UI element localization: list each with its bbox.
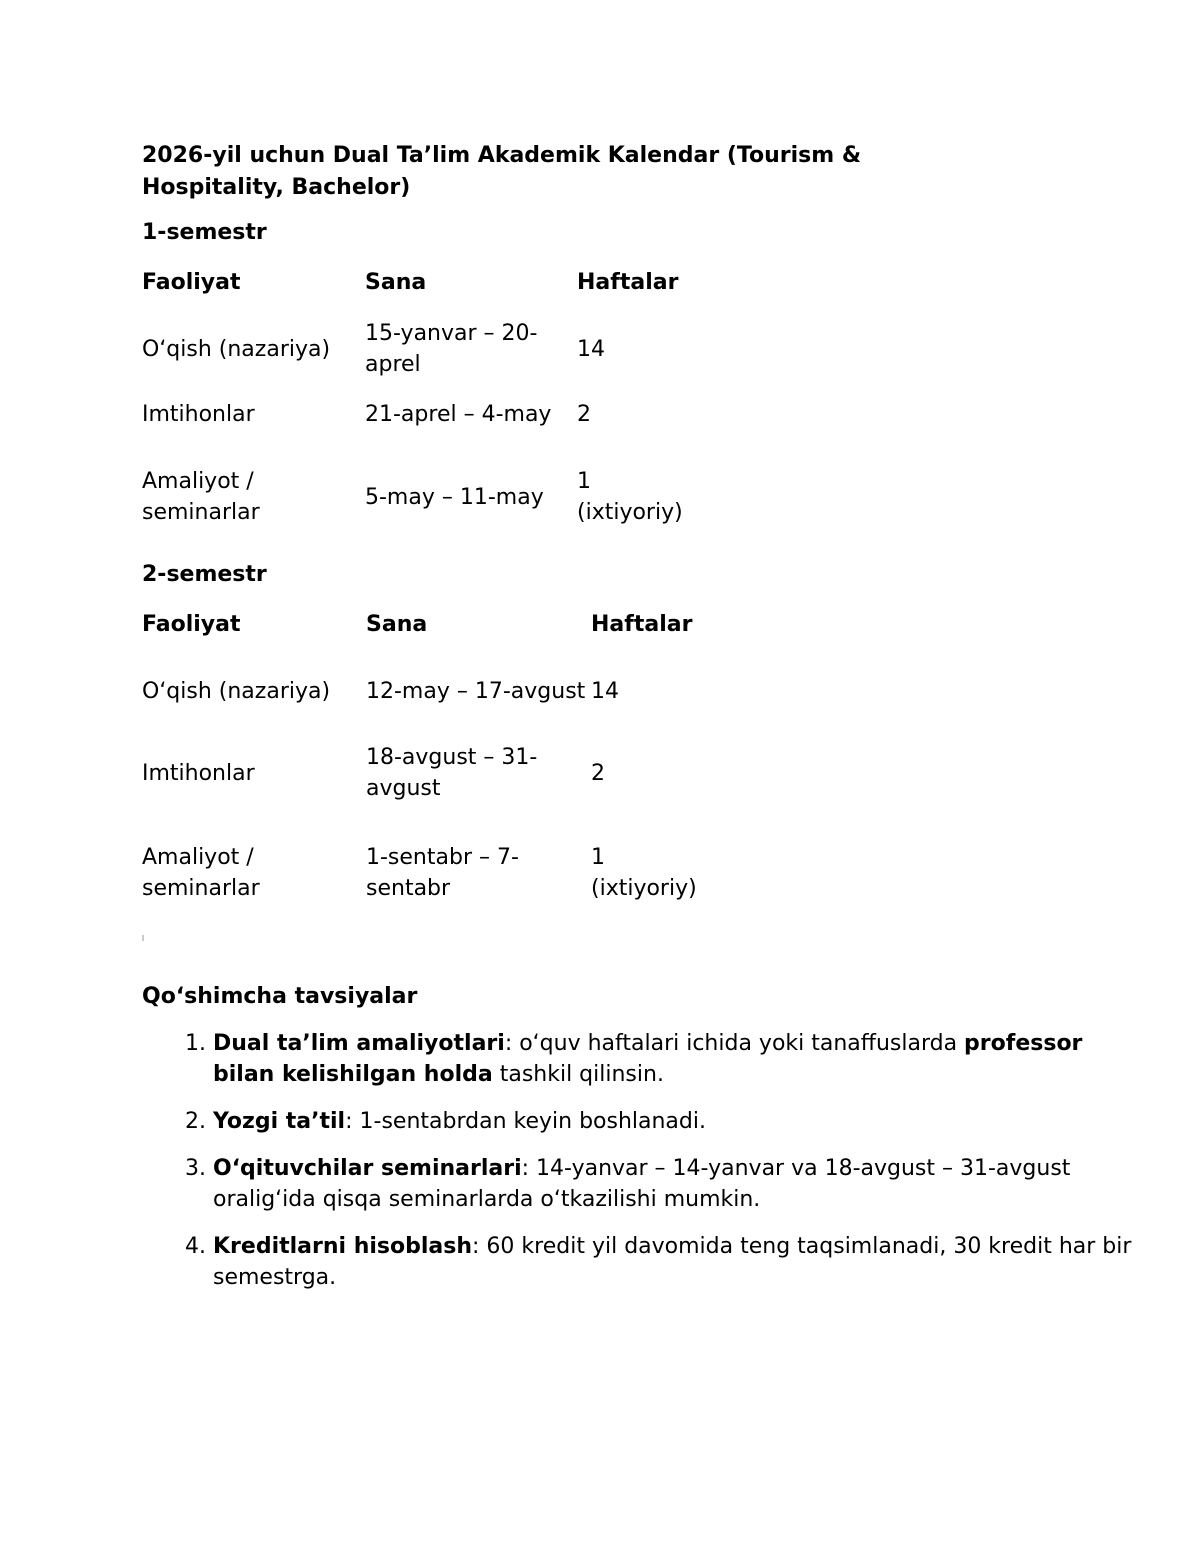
weeks-cell: 1 (ixtiyoriy)	[591, 845, 697, 901]
item-emphasis: professor bilan kelishilgan holda	[213, 1031, 1083, 1087]
column-header: Haftalar	[591, 611, 693, 637]
item-text: : 14-yanvar – 14-yanvar va 18-avgust – 31-avgust oralig‘ida qisqa seminarlarda o‘tkazilishi mumkin.	[213, 1156, 1071, 1212]
date-cell: 18-avgust – 31-avgust	[366, 745, 538, 801]
table-row	[140, 655, 699, 727]
table-row	[140, 443, 685, 551]
date-cell: 5-may – 11-may	[365, 484, 544, 510]
activity-cell: Amaliyot / seminarlar	[142, 845, 260, 901]
activity-cell: Imtihonlar	[142, 401, 255, 427]
item-term: Yozgi ta’til	[213, 1109, 346, 1134]
activity-cell: Imtihonlar	[142, 760, 255, 786]
item-term: Kreditlarni hisoblash	[213, 1234, 473, 1259]
item-term: Dual ta’lim amaliyotlari	[213, 1031, 505, 1056]
paragraph-mark	[142, 935, 144, 941]
semester-1-heading: 1-semestr	[142, 220, 267, 245]
list-item	[213, 1231, 1133, 1293]
item-term: O‘qituvchilar seminarlari	[213, 1156, 522, 1181]
table-row	[140, 727, 699, 819]
item-text: : 60 kredit yil davomida teng taqsimlanadi, 30 kredit har bir semestrga.	[213, 1234, 1132, 1290]
activity-cell: Amaliyot / seminarlar	[142, 469, 260, 525]
date-cell: 15-yanvar – 20-aprel	[365, 321, 538, 377]
table-row	[140, 313, 685, 385]
table-header-row	[140, 251, 685, 313]
activity-cell: O‘qish (nazariya)	[142, 336, 331, 362]
recommendations-heading: Qo‘shimcha tavsiyalar	[142, 984, 418, 1009]
item-text: : 1-sentabrdan keyin boshlanadi.	[345, 1109, 706, 1134]
document-title: 2026-yil uchun Dual Ta’lim Akademik Kalendar (Tourism & Hospitality, Bachelor)	[142, 143, 862, 200]
list-item	[213, 1153, 1133, 1215]
date-cell: 1-sentabr – 7-sentabr	[366, 845, 519, 901]
column-header: Faoliyat	[142, 611, 241, 637]
column-header: Faoliyat	[142, 269, 241, 295]
weeks-cell: 1 (ixtiyoriy)	[577, 469, 683, 525]
column-header: Sana	[365, 269, 427, 295]
weeks-cell: 14	[577, 336, 605, 362]
semester-2-table	[140, 593, 699, 927]
activity-cell: O‘qish (nazariya)	[142, 678, 331, 704]
column-header: Sana	[366, 611, 428, 637]
weeks-cell: 2	[591, 760, 605, 786]
table-header-row	[140, 593, 699, 655]
list-item	[213, 1028, 1133, 1090]
date-cell: 12-may – 17-avgust	[366, 678, 586, 704]
column-header: Haftalar	[577, 269, 679, 295]
weeks-cell: 14	[591, 678, 619, 704]
recommendations-list	[142, 1028, 1133, 1309]
table-row	[140, 819, 699, 927]
semester-2-heading: 2-semestr	[142, 562, 267, 587]
list-item	[213, 1106, 1133, 1137]
item-text-end: tashkil qilinsin.	[492, 1062, 664, 1087]
date-cell: 21-aprel – 4-may	[365, 401, 552, 427]
semester-1-table	[140, 251, 685, 551]
item-text: : o‘quv haftalari ichida yoki tanaffuslarda	[504, 1031, 965, 1056]
weeks-cell: 2	[577, 401, 591, 427]
table-row	[140, 385, 685, 443]
